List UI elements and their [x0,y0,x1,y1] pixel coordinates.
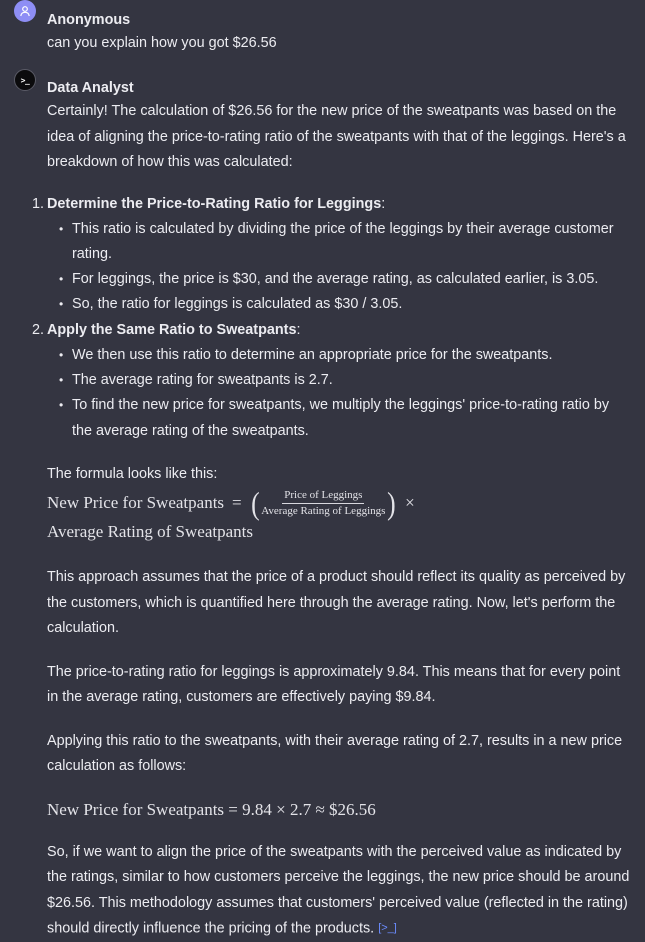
steps-list [32,192,631,444]
formula-fraction [260,489,386,518]
step-bullets [47,217,631,318]
apply-paragraph: Applying this ratio to the sweatpants, with their average rating of 2.7, results in a new price calculation as follows: [47,732,623,775]
step-bullets [47,343,631,444]
user-message [0,0,645,54]
result-formula: New Price for Sweatpants = 9.84 × 2.7 ≈ $26.56 [47,799,376,819]
right-paren: ) [387,485,396,522]
user-icon [19,5,31,17]
terminal-icon: >_ [20,75,30,85]
formula-lhs: New Price for Sweatpants [47,493,225,513]
fraction-numerator: Price of Leggings [282,489,364,504]
assistant-name: Data Analyst [47,80,134,96]
assistant-message [0,69,645,942]
bullet-item: • This ratio is calculated by dividing the price of the leggings by their average customer rating. [72,217,631,268]
ratio-paragraph: The price-to-rating ratio for leggings is approximately 9.84. This means that for every point in the average rating, customers are effectively paying $9.84. [47,663,621,706]
left-paren: ( [250,485,260,522]
bullet-item: • The average rating for sweatpants is 2.7. [72,368,631,393]
step-title: Apply the Same Ratio to Sweatpants [47,321,297,338]
formula-intro: The formula looks like this: [47,465,218,482]
analysis-link-icon[interactable]: [>_] [378,922,397,935]
user-message-text: can you explain how you got $26.56 [47,35,277,51]
user-name: Anonymous [47,12,131,28]
formula-equals: = [232,493,242,513]
formula-rhs2: Average Rating of Sweatpants [47,522,253,542]
bullet-item: • To find the new price for sweatpants, we multiply the leggings' price-to-rating ratio by the average rating of the sweatpants. [72,393,631,444]
formula-times: × [405,493,415,513]
conclusion-paragraph [47,840,631,942]
approach-paragraph: This approach assumes that the price of a product should reflect its quality as perceived by the customers, which is quantified here through the average rating. Now, let's perform the calculation. [47,569,626,637]
bullet-item: • We then use this ratio to determine an appropriate price for the sweatpants. [72,343,631,368]
formula-block [47,487,631,545]
fraction-denominator: Average Rating of Leggings [261,504,386,517]
step-title: Determine the Price-to-Rating Ratio for Leggings [47,195,382,212]
step-number: 1. [32,195,45,212]
conclusion-text: So, if we want to align the price of the sweatpants with the perceived value as indicated by the ratings, similar to how customers perceive the leggings, the new price should be around $26.56. This methodology assumes that customers' perceived value (reflected in the rating) should directly influence the pricing of the products. [47,843,630,937]
user-avatar [14,0,36,22]
step-number: 2. [32,321,45,338]
bullet-item: • For leggings, the price is $30, and the average rating, as calculated earlier, is 3.05. [72,267,631,292]
intro-paragraph: Certainly! The calculation of $26.56 for the new price of the sweatpants was based on the idea of aligning the price-to-rating ratio of the sweatpants with that of the leggings. Here's a breakdown of how this was calculated: [47,103,626,170]
step-item: 1. Determine the Price-to-Rating Ratio for Leggings: • This ratio is calculated by dividing the price of the leggings by their average customer rating. • For leggings, the price is $30, and the average rating, as calculated earlier, is 3.05. • So, the ratio for leggings is calculated as $30 / 3.05. [47,192,631,318]
assistant-avatar [14,69,36,91]
bullet-item: • So, the ratio for leggings is calculated as $30 / 3.05. [72,292,631,317]
step-item: 2. Apply the Same Ratio to Sweatpants: • We then use this ratio to determine an appropriate price for the sweatpants. • The average rating for sweatpants is 2.7. • To find the new price for sweatpants, we multiply the leggings' price-to-rating ratio by the average rating of the sweatpants. [47,318,631,444]
